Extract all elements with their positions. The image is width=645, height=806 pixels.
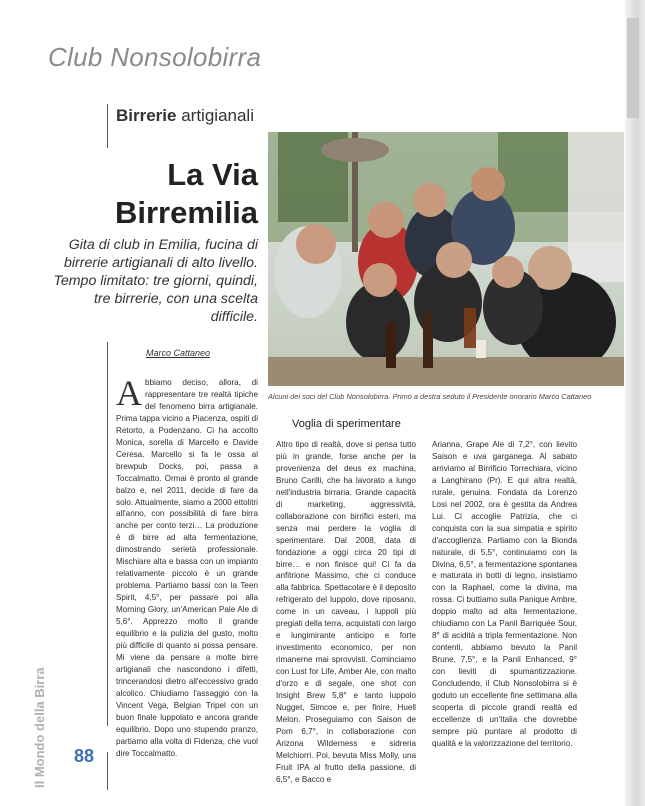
- section-label: [116, 106, 254, 126]
- article-headline: [62, 156, 258, 232]
- page-edge: [625, 0, 645, 806]
- article-author: Marco Cattaneo: [146, 348, 211, 358]
- author-rule: [107, 342, 108, 726]
- photo-caption: Alcuni dei soci del Club Nonsolobirra. Primo a destra seduto il Presidente onorario Marco Cattaneo: [268, 392, 592, 401]
- section-subhead: Voglia di sperimentare: [292, 418, 401, 430]
- headline-line-1: La Via: [167, 157, 258, 192]
- article-subtitle: Gita di club in Emilia, fucina di birrerie artigianali di alto livello. Tempo limitato: tre giorni, quindi, tre birrerie, con una scelta difficile.: [53, 237, 258, 325]
- drop-cap: A: [116, 373, 142, 413]
- club-title: Club Nonsolobirra: [48, 42, 262, 72]
- magazine-side-label: Il Mondo della Birra: [32, 667, 47, 788]
- column-1-text: bbiamo deciso, allora, di rappresentare tre realtà tipiche del fenomeno birra artigianale. Prima tappa vicino a Piacenza, ospiti di Retorto, a Podenzano. Ci ha accolto Monica, sorella di Marcello e Davide Ceresa. Marcello si fa le ossa al brewpub Docks, poi, passa a Toccalmatto. Ormai è pronto al grande balzo e, nel 2011, decide di fare da solo. Attualmente, siamo a 2000 ettolitri all'anno, con possibilità di fare birra anche per conto terzi… La produzione è di birre ad alta fermentazione, dimostrando serietà professionale. Mischiare alta e bassa con un impianto relativamente piccolo è un grande problema. Partiamo bassi con la Teen Spirit, 4,5°, per passare poi alla Morning Glory, un'American Pale Ale di 5,6°. Apprezzo molto il grande equilibrio e la pulizia del gusto, molto più difficile di quanto si possa pensare. Mi viene da pensare a molte birre artigianali che nascondono i difetti, trincerandosi dietro all'eccessivo grado alcolico. Chiudiamo l'assaggio con la Vincent Vega, Belgian Tripel con un buon finale luppolato e ancora grande equilibrio. Dopo uno stupendo pranzo, partiamo alla volta di Fidenza, che vuol dire Toccalmatto.: [116, 378, 258, 758]
- text-column-3: Arianna, Grape Ale di 7,2°, con lievito Saison e uva garganega. Al sabato arriviamo al Birrificio Torrechiara, vicino a Langhirano (Pr). E qui altra realtà, rurale, genuina. Fondata da Lorenzo Losi nel 2002, ora è gestita da Andrea Lui. Ci accoglie Patrizia, che ci conquista con la sua simpatia e spirito d'accoglienza. Partiamo con la Bionda naturale, di 5,5°, continuiamo con la Divina, 6,5°, a fermentazione spontanea e maturata in botti di legno, insistiamo con la Raphael, come la divina, ma rossa. Ci buttiamo sulla Panique Ambre, doppio malto ad alta fermentazione, chiudiamo con La Panil Barriquée Sour, 8° di acidità a tripla fermentazione. Non contenti, abbiamo bevuto la Panil Brune, 7,5°, e la Panil Enhanced, 9° con lieviti di spumantizzazione. Concludendo, il Club Nonsolobirra si è goduto un eccellente fine settimana alla scoperta di piccole grandi realtà ed eccellenze di un'Italia che dovrebbe sempre più puntare al prodotto di qualità e la valorizzazione del territorio.: [432, 440, 577, 748]
- text-column-1: [116, 373, 258, 760]
- section-label-rest: artigianali: [181, 106, 254, 125]
- headline-line-2: Birremilia: [114, 195, 258, 230]
- section-label-bold: Birrerie: [116, 106, 177, 125]
- section-rule: [107, 104, 108, 148]
- group-photo-illustration: [268, 132, 624, 386]
- footer-rule: [107, 752, 108, 790]
- text-column-2: Altro tipo di realtà, dove si pensa tutto più in grande, forse anche per la provenienza del deus ex machina, Bruno Carilli, che ha lavorato a lungo nell'industria birraria. Grande capacità di marketing, aggressività, collaborazione con birrifici esteri, ma senza mai perdere la voglia di sperimentare. Dal 2008, data di fondazione a oggi circa 20 tipi di birre… e non finisce qui! Ci fa da anfitrione Massimo, che ci conduce alla fabbrica. Spettacolare è il deposito refrigerato del luppolo, dove riposano, come in un caveau, i luppoli più pregiati della terra, acquistati con largo e lungimirante anticipo e forte investimento economico, per non rimanerne mai sprovvisti. Cominciamo con Lust for Life, Amber Ale, con malto d'orzo e di segale, one shot con Insight Brew 5,8° e tanto luppolo Nugget, Simcoe e, per finire, Huell Melon. Proseguiamo con Saison de Pom 6,7°, in collaborazione con Arizona Wilderness e sidreria Melchiorri. Poi, bevuta Miss Molly, una Fruit IPA al frutto della passione, di 6,5°, e Bacco e: [276, 440, 416, 784]
- group-photo: [268, 132, 624, 386]
- page-number: 88: [74, 746, 95, 766]
